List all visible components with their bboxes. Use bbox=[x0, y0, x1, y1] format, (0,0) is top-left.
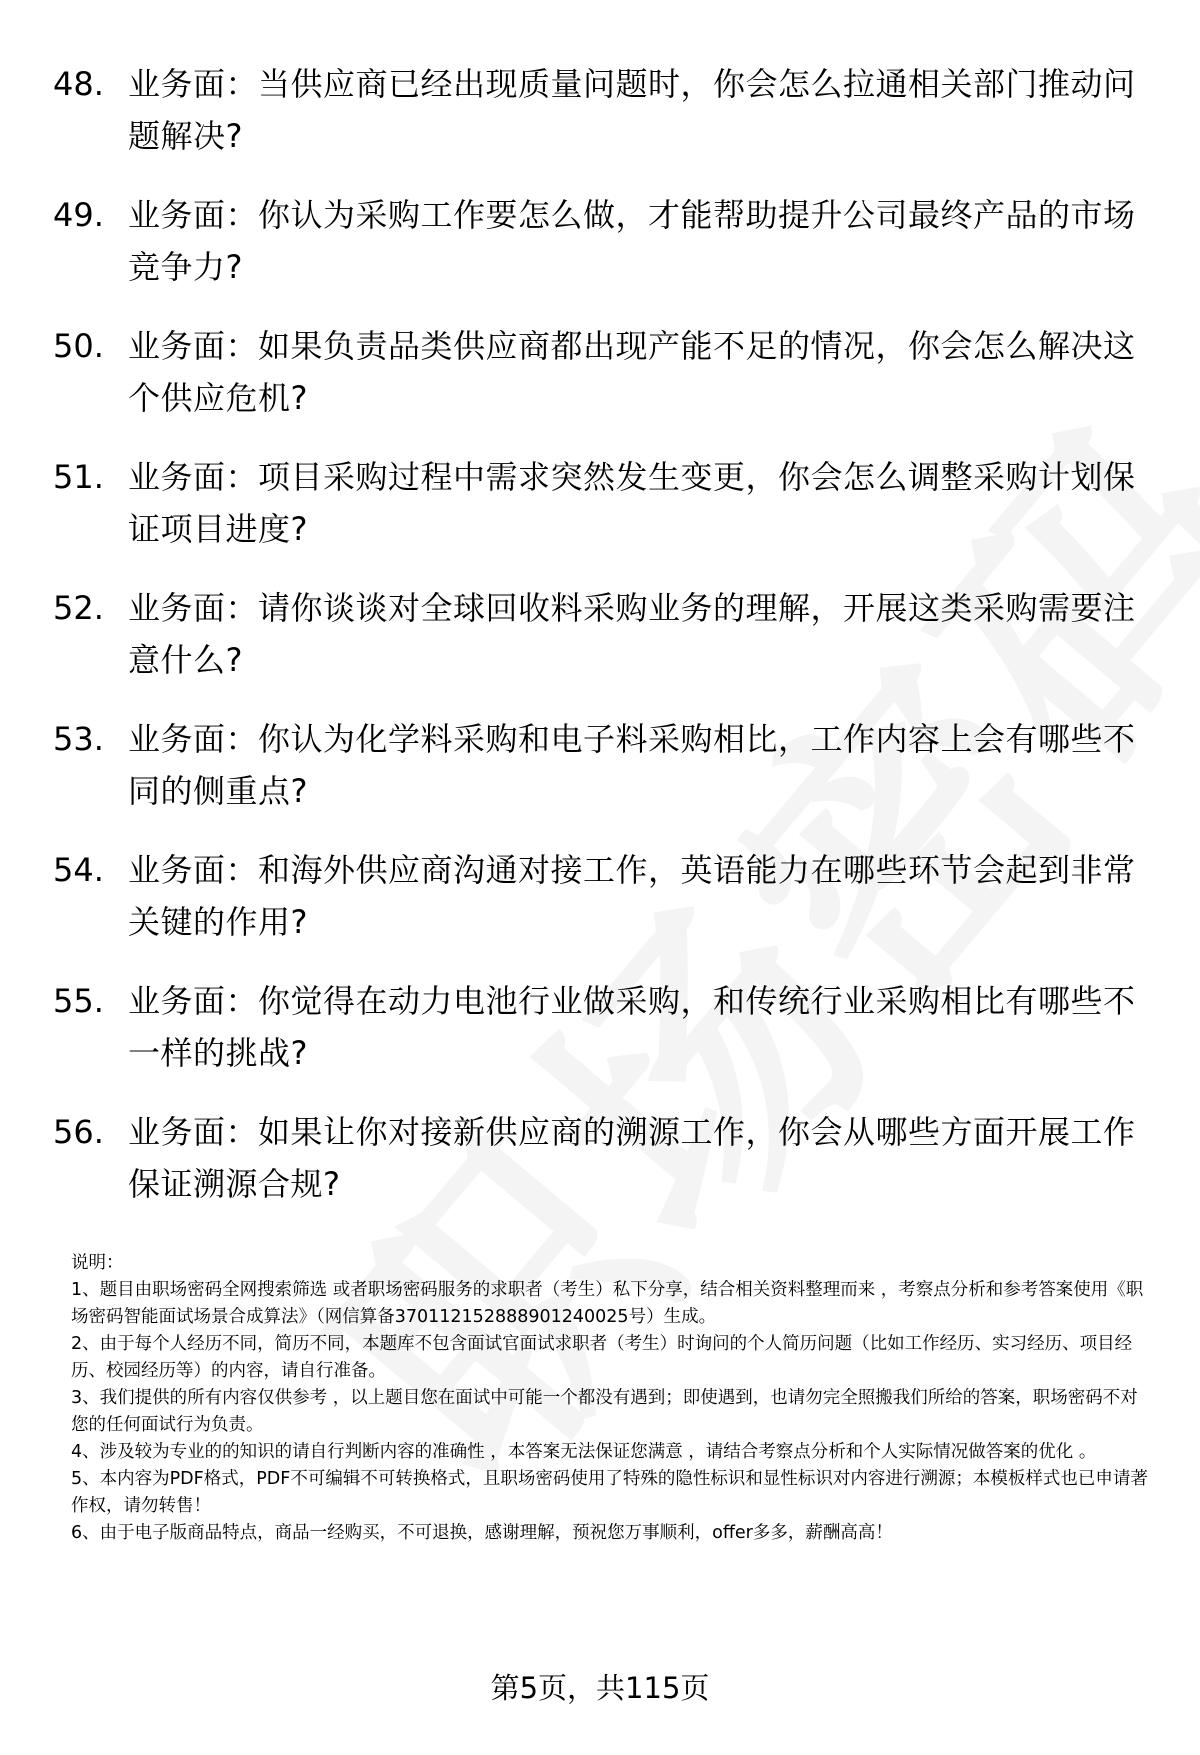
question-text: 业务面：当供应商已经出现质量问题时，你会怎么拉通相关部门推动问题解决? bbox=[128, 65, 1136, 155]
question-text: 业务面：如果负责品类供应商都出现产能不足的情况，你会怎么解决这个供应危机? bbox=[128, 327, 1136, 417]
question-number: 55. bbox=[53, 982, 104, 1020]
question-number: 51. bbox=[53, 458, 104, 496]
question-number: 52. bbox=[53, 589, 104, 627]
question-item bbox=[0, 844, 1200, 975]
note-item: 4、涉及较为专业的的知识的请自行判断内容的准确性 ，本答案无法保证您满意 ，请结合考察点分析和个人实际情况做答案的优化 。 bbox=[71, 1442, 1097, 1462]
question-item bbox=[0, 975, 1200, 1106]
question-text: 业务面：项目采购过程中需求突然发生变更，你会怎么调整采购计划保证项目进度? bbox=[128, 458, 1136, 548]
question-item bbox=[0, 1106, 1200, 1237]
question-number: 48. bbox=[53, 65, 104, 103]
note-item: 5、本内容为PDF格式，PDF不可编辑不可转换格式，且职场密码使用了特殊的隐性标识和显性标识对内容进行溯源；本模板样式也已申请著作权，请勿转售！ bbox=[71, 1469, 1148, 1516]
question-text: 业务面：和海外供应商沟通对接工作，英语能力在哪些环节会起到非常关键的作用? bbox=[128, 851, 1136, 941]
question-list bbox=[0, 58, 1200, 1237]
question-text: 业务面：你认为化学料采购和电子料采购相比，工作内容上会有哪些不同的侧重点? bbox=[128, 720, 1136, 810]
question-number: 54. bbox=[53, 851, 104, 889]
question-number: 49. bbox=[53, 196, 104, 234]
question-text: 业务面：如果让你对接新供应商的溯源工作，你会从哪些方面开展工作保证溯源合规? bbox=[128, 1113, 1136, 1203]
question-item bbox=[0, 320, 1200, 451]
page-number: 第5页，共115页 bbox=[490, 1671, 710, 1705]
question-text: 业务面：你觉得在动力电池行业做采购，和传统行业采购相比有哪些不一样的挑战? bbox=[128, 982, 1136, 1072]
question-text: 业务面：你认为采购工作要怎么做，才能帮助提升公司最终产品的市场竞争力? bbox=[128, 196, 1136, 286]
question-item bbox=[0, 713, 1200, 844]
notes-section bbox=[71, 1250, 1151, 1547]
question-item bbox=[0, 582, 1200, 713]
note-item: 2、由于每个人经历不同，简历不同，本题库不包含面试官面试求职者（考生）时询问的个人简历问题（比如工作经历、实习经历、项目经历、校园经历等）的内容，请自行准备。 bbox=[71, 1334, 1133, 1381]
question-item bbox=[0, 58, 1200, 189]
question-item bbox=[0, 189, 1200, 320]
question-number: 50. bbox=[53, 327, 104, 365]
question-text: 业务面：请你谈谈对全球回收料采购业务的理解，开展这类采购需要注意什么? bbox=[128, 589, 1136, 679]
question-number: 56. bbox=[53, 1113, 104, 1151]
notes-heading: 说明： bbox=[71, 1253, 124, 1273]
note-item: 3、我们提供的所有内容仅供参考 ，以上题目您在面试中可能一个都没有遇到；即使遇到，也请勿完全照搬我们所给的答案，职场密码不对您的任何面试行为负责。 bbox=[71, 1388, 1138, 1435]
question-item bbox=[0, 451, 1200, 582]
note-item: 6、由于电子版商品特点，商品一经购买，不可退换，感谢理解，预祝您万事顺利，offer多多，薪酬高高！ bbox=[71, 1523, 893, 1543]
question-number: 53. bbox=[53, 720, 104, 758]
note-item: 1、题目由职场密码全网搜索筛选 或者职场密码服务的求职者（考生）私下分享，结合相关资料整理而来 ，考察点分析和参考答案使用《职场密码智能面试场景合成算法》（网信算备370112152888901240025号）生成。 bbox=[71, 1280, 1144, 1327]
